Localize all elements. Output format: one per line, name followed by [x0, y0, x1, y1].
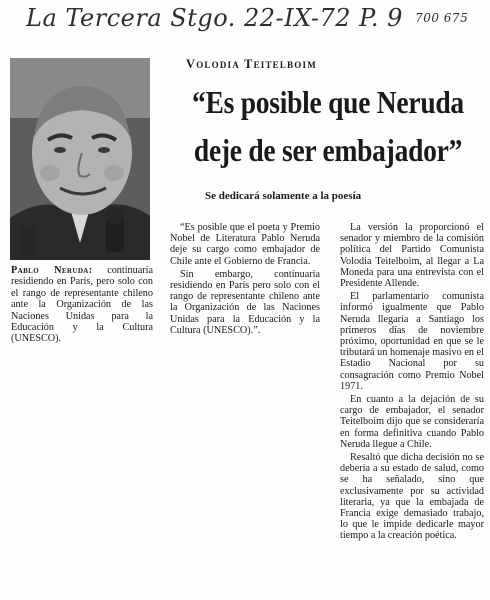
article-column-1 [170, 222, 320, 338]
portrait-illustration [10, 58, 150, 260]
caption-text: continuaría residiendo en París, pero solo con el rango de representante chileno ante la Organización de las Naciones Unidas para la Educación y la Cultura (UNESCO). [11, 265, 154, 345]
headline-line-2: deje de ser embajador” [193, 132, 463, 168]
handwritten-source-note [26, 4, 488, 38]
handwritten-reference-number: 700 675 [415, 11, 469, 25]
paragraph: “Es posible que el poeta y Premio Nobel de Literatura Pablo Neruda deje su cargo como embajador de Chile ante el Gobierno de Francia. [170, 222, 320, 267]
photo-caption [11, 265, 153, 345]
paragraph: La versión la proporcionó el senador y miembro de la comisión política del Partido Comunista Volodia Teitelboim, al llegar a La Moneda para una entrevista con el Presidente Allende. [340, 222, 484, 290]
handwritten-source-text: La Tercera Stgo. 22-IX-72 P. 9 [26, 4, 403, 32]
paragraph: El parlamentario comunista informó igualmente que Pablo Neruda llegaría a Santiago los primeros días de noviembre próximo, oportunidad en que se le tributará un homenaje masivo en el Estadio Nacional por su consagración como Premio Nobel 1971. [340, 291, 484, 392]
paragraph: En cuanto a la dejación de su cargo de embajador, el senador Teitelboim dijo que se consideraría en forma definitiva cuando Pablo Neruda llegue a Chile. [340, 394, 484, 450]
article-column-2 [340, 222, 484, 544]
paragraph: Resaltó que dicha decisión no se debería a su estado de salud, como se ha señalado, sino que exclusivamente por su actividad literaria, ya que la embajada de Francia exige demasiado trabajo, lo que le impide dedicarle mayor tiempo a la creación poética. [340, 452, 484, 542]
neruda-portrait-photo [10, 58, 150, 260]
article-byline: Volodia Teitelboim [186, 57, 317, 71]
caption-name: Pablo Neruda: [11, 265, 93, 276]
paragraph: Sin embargo, continuaría residiendo en París pero solo con el rango de representante chileno ante la Organización de las Naciones Unidas para la Educación y la Cultura (UNESCO).”. [170, 268, 320, 336]
article-subheadline: Se dedicará solamente a la poesía [205, 190, 362, 202]
headline-line-1: “Es posible que Neruda [192, 84, 464, 120]
article-headline [190, 78, 465, 174]
